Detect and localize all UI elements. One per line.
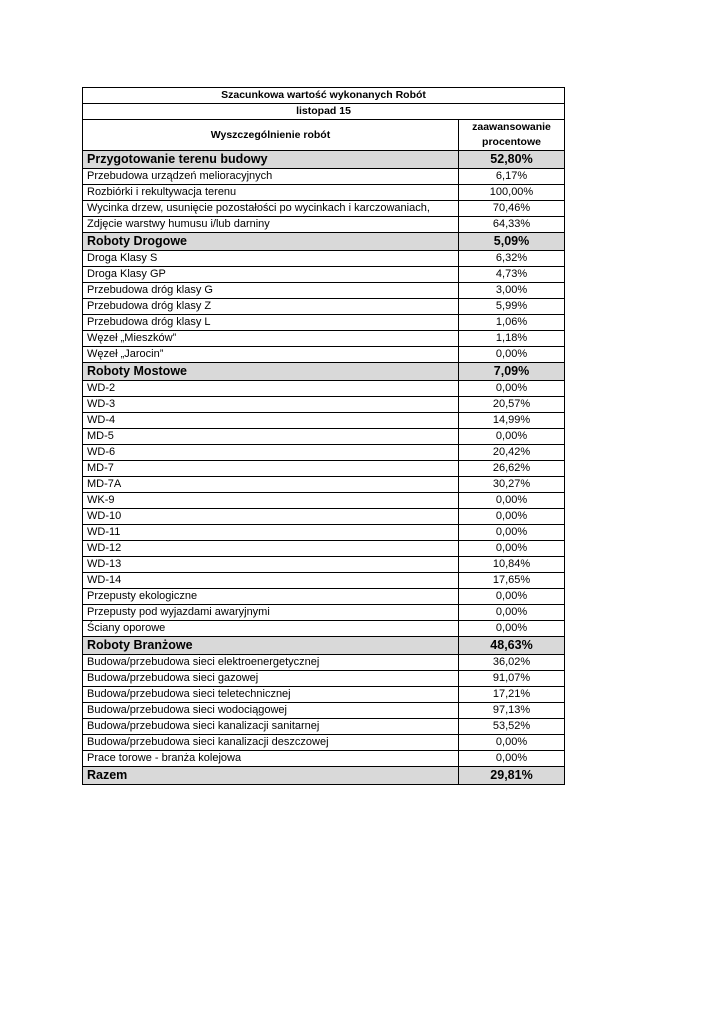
item-name: Budowa/przebudowa sieci gazowej: [83, 671, 459, 687]
item-pct: 0,00%: [459, 621, 565, 637]
item-name: MD-5: [83, 429, 459, 445]
item-name: Przebudowa dróg klasy L: [83, 315, 459, 331]
table-row: [83, 201, 565, 217]
table-row: [83, 445, 565, 461]
item-name: Wycinka drzew, usunięcie pozostałości po wycinkach i karczowaniach,: [83, 201, 459, 217]
item-pct: 3,00%: [459, 283, 565, 299]
item-pct: 0,00%: [459, 541, 565, 557]
item-name: Przepusty ekologiczne: [83, 589, 459, 605]
item-pct: 91,07%: [459, 671, 565, 687]
item-pct: 100,00%: [459, 185, 565, 201]
item-pct: 4,73%: [459, 267, 565, 283]
column-header-pct-line2: procentowe: [482, 136, 541, 148]
section-pct: 7,09%: [459, 363, 565, 381]
table-row: [83, 509, 565, 525]
item-pct: 0,00%: [459, 589, 565, 605]
table-row: [83, 283, 565, 299]
item-pct: 6,17%: [459, 169, 565, 185]
item-pct: 0,00%: [459, 347, 565, 363]
table-row: [83, 621, 565, 637]
total-name: Razem: [83, 767, 459, 785]
item-name: WD-11: [83, 525, 459, 541]
item-pct: 20,42%: [459, 445, 565, 461]
item-name: Przebudowa dróg klasy Z: [83, 299, 459, 315]
item-pct: 0,00%: [459, 381, 565, 397]
table-row: [83, 605, 565, 621]
section-pct: 48,63%: [459, 637, 565, 655]
item-name: WD-6: [83, 445, 459, 461]
item-pct: 20,57%: [459, 397, 565, 413]
section-name: Roboty Branżowe: [83, 637, 459, 655]
item-name: Przebudowa dróg klasy G: [83, 283, 459, 299]
item-name: WD-3: [83, 397, 459, 413]
table-row: [83, 541, 565, 557]
item-name: Budowa/przebudowa sieci wodociągowej: [83, 703, 459, 719]
period-row: [83, 104, 565, 120]
total-pct: 29,81%: [459, 767, 565, 785]
table-row: [83, 687, 565, 703]
item-pct: 36,02%: [459, 655, 565, 671]
item-name: Prace torowe - branża kolejowa: [83, 751, 459, 767]
table-row: [83, 461, 565, 477]
item-pct: 53,52%: [459, 719, 565, 735]
table-row: [83, 493, 565, 509]
title-row: [83, 88, 565, 104]
column-header-row: [83, 120, 565, 151]
item-name: WD-4: [83, 413, 459, 429]
table-row: [83, 703, 565, 719]
item-name: Budowa/przebudowa sieci kanalizacji sanitarnej: [83, 719, 459, 735]
table-row: [83, 525, 565, 541]
item-pct: 0,00%: [459, 509, 565, 525]
table-row: [83, 267, 565, 283]
table-row: [83, 315, 565, 331]
table-row: [83, 735, 565, 751]
item-pct: 0,00%: [459, 493, 565, 509]
item-pct: 0,00%: [459, 429, 565, 445]
item-name: Przebudowa urządzeń melioracyjnych: [83, 169, 459, 185]
table-row: [83, 299, 565, 315]
table-body: [83, 88, 565, 785]
item-name: Węzeł „Jarocin”: [83, 347, 459, 363]
item-pct: 1,18%: [459, 331, 565, 347]
table-row: [83, 217, 565, 233]
item-name: Przepusty pod wyjazdami awaryjnymi: [83, 605, 459, 621]
table-row: [83, 557, 565, 573]
table-row: [83, 347, 565, 363]
item-pct: 10,84%: [459, 557, 565, 573]
item-pct: 6,32%: [459, 251, 565, 267]
section-row: [83, 637, 565, 655]
total-row: [83, 767, 565, 785]
item-pct: 5,99%: [459, 299, 565, 315]
item-pct: 17,21%: [459, 687, 565, 703]
item-name: Droga Klasy GP: [83, 267, 459, 283]
item-pct: 0,00%: [459, 735, 565, 751]
table-row: [83, 331, 565, 347]
item-name: WK-9: [83, 493, 459, 509]
table-row: [83, 185, 565, 201]
column-header-name: Wyszczególnienie robót: [83, 120, 459, 151]
item-pct: 1,06%: [459, 315, 565, 331]
item-pct: 14,99%: [459, 413, 565, 429]
table-title: Szacunkowa wartość wykonanych Robót: [83, 88, 565, 104]
table-row: [83, 429, 565, 445]
section-row: [83, 233, 565, 251]
item-pct: 0,00%: [459, 525, 565, 541]
section-name: Roboty Drogowe: [83, 233, 459, 251]
section-name: Roboty Mostowe: [83, 363, 459, 381]
item-name: MD-7: [83, 461, 459, 477]
item-name: Ściany oporowe: [83, 621, 459, 637]
table-row: [83, 589, 565, 605]
item-name: Węzeł „Mieszków”: [83, 331, 459, 347]
section-pct: 5,09%: [459, 233, 565, 251]
table-row: [83, 381, 565, 397]
item-name: WD-14: [83, 573, 459, 589]
works-progress-table: [82, 87, 565, 785]
table-row: [83, 251, 565, 267]
item-name: Rozbiórki i rekultywacja terenu: [83, 185, 459, 201]
item-name: Budowa/przebudowa sieci kanalizacji deszczowej: [83, 735, 459, 751]
item-pct: 0,00%: [459, 751, 565, 767]
column-header-pct-line1: zaawansowanie: [472, 121, 551, 133]
table-row: [83, 751, 565, 767]
table-row: [83, 477, 565, 493]
item-pct: 0,00%: [459, 605, 565, 621]
table-row: [83, 671, 565, 687]
item-pct: 64,33%: [459, 217, 565, 233]
table-row: [83, 169, 565, 185]
item-pct: 70,46%: [459, 201, 565, 217]
table-row: [83, 397, 565, 413]
item-name: Budowa/przebudowa sieci teletechnicznej: [83, 687, 459, 703]
item-name: WD-12: [83, 541, 459, 557]
item-pct: 97,13%: [459, 703, 565, 719]
item-name: WD-13: [83, 557, 459, 573]
section-row: [83, 363, 565, 381]
table-row: [83, 573, 565, 589]
table-row: [83, 413, 565, 429]
item-name: MD-7A: [83, 477, 459, 493]
item-name: Droga Klasy S: [83, 251, 459, 267]
column-header-pct: [459, 120, 565, 151]
table-row: [83, 719, 565, 735]
table-period: listopad 15: [83, 104, 565, 120]
section-row: [83, 151, 565, 169]
section-pct: 52,80%: [459, 151, 565, 169]
table-row: [83, 655, 565, 671]
item-name: Zdjęcie warstwy humusu i/lub darniny: [83, 217, 459, 233]
item-pct: 26,62%: [459, 461, 565, 477]
item-pct: 17,65%: [459, 573, 565, 589]
item-pct: 30,27%: [459, 477, 565, 493]
item-name: Budowa/przebudowa sieci elektroenergetycznej: [83, 655, 459, 671]
item-name: WD-2: [83, 381, 459, 397]
item-name: WD-10: [83, 509, 459, 525]
section-name: Przygotowanie terenu budowy: [83, 151, 459, 169]
